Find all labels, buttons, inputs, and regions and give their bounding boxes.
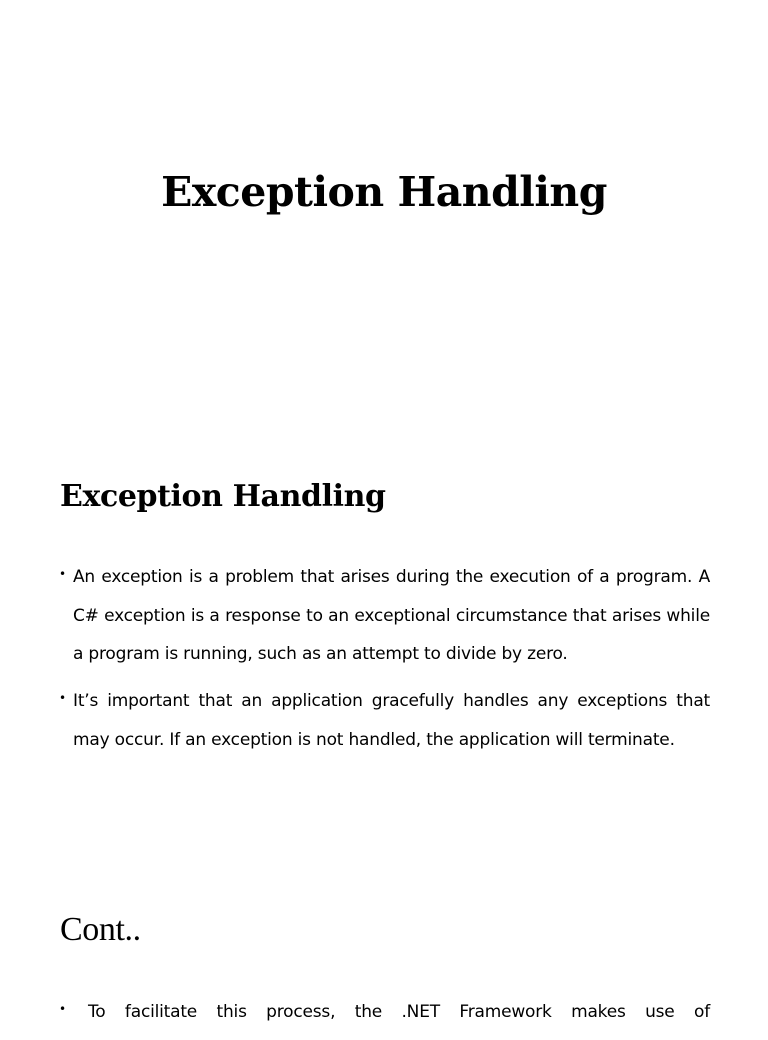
bullet-text: An exception is a problem that arises during the execution of a program. A C# exception is a response to an exceptional circumstance that arises while a program is running, such as an attempt to divide by zero. bbox=[73, 567, 710, 665]
list-item bbox=[58, 682, 710, 759]
bullet-text: To facilitate this process, the .NET Framework makes use of bbox=[88, 1002, 710, 1022]
slide-heading: Cont.. bbox=[60, 911, 141, 948]
bullet-text: It’s important that an application gracefully handles any exceptions that may occur. If an exception is not handled, the application will terminate. bbox=[73, 691, 710, 750]
list-item bbox=[58, 993, 710, 1032]
bullet-icon: • bbox=[59, 567, 66, 581]
bullet-icon: • bbox=[59, 1002, 66, 1016]
continuation-slide bbox=[0, 880, 768, 1024]
bullet-icon: • bbox=[59, 691, 66, 706]
list-item bbox=[58, 558, 710, 674]
slide-title: Exception Handling bbox=[161, 168, 607, 216]
bullet-list bbox=[58, 558, 710, 768]
content-slide bbox=[0, 440, 768, 880]
title-slide bbox=[0, 0, 768, 440]
bullet-list bbox=[58, 993, 710, 1040]
slide-heading: Exception Handling bbox=[60, 479, 386, 514]
